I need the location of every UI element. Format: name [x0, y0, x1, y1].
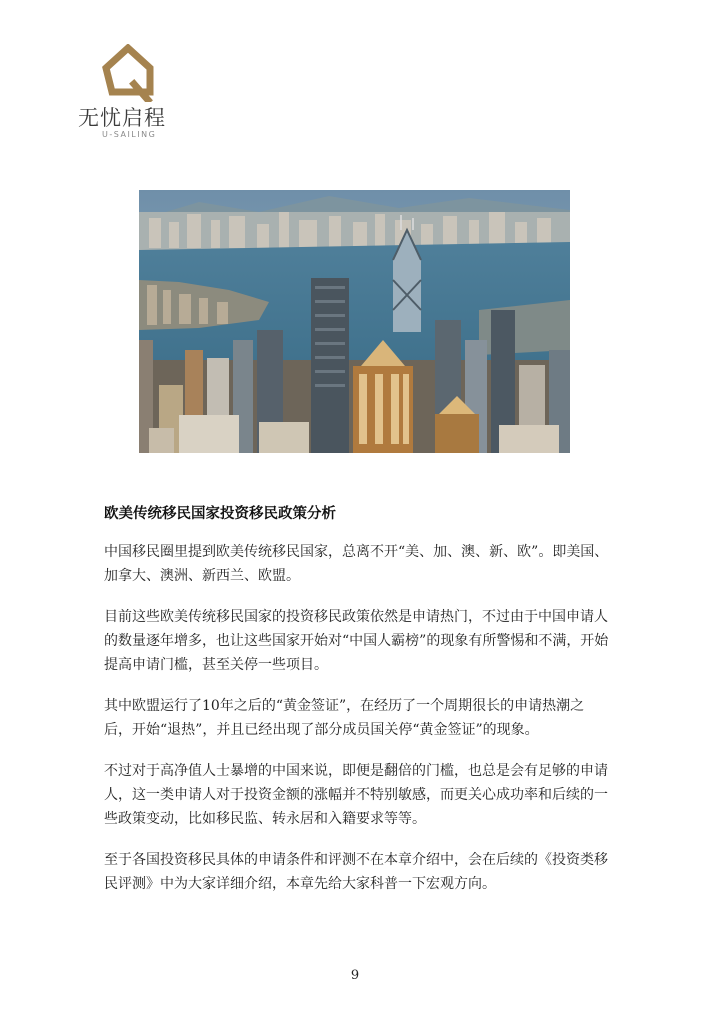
article-title: 欧美传统移民国家投资移民政策分析 [104, 506, 336, 522]
paragraph: 至于各国投资移民具体的申请条件和评测不在本章介绍中，会在后续的《投资类移民评测》中为大家详细介绍，本章先给大家科普一下宏观方向。 [104, 852, 608, 892]
city-skyline-photo [139, 190, 570, 453]
paragraph: 其中欧盟运行了10年之后的“黄金签证”，在经历了一个周期很长的申请热潮之后，开始“退热”，并且已经出现了部分成员国关停“黄金签证”的现象。 [104, 698, 585, 738]
house-q-logo-icon [100, 44, 156, 102]
paragraph: 中国移民圈里提到欧美传统移民国家，总离不开“美、加、澳、新、欧”。即美国、加拿大、澳洲、新西兰、欧盟。 [104, 544, 609, 584]
logo-name: 无忧启程 [78, 106, 166, 130]
paragraph: 不过对于高净值人士暴增的中国来说，即便是翻倍的门槛，也总是会有足够的申请人，这一类申请人对于投资金额的涨幅并不特别敏感，而更关心成功率和后续的一些政策变动，比如移民监、转永居和入籍要求等等。 [104, 763, 608, 827]
page-number: 9 [350, 968, 360, 983]
skyline-illustration [139, 190, 570, 453]
logo-subtitle: U-SAILING [102, 130, 157, 139]
company-logo [78, 44, 178, 142]
article-body [104, 540, 609, 913]
paragraph: 目前这些欧美传统移民国家的投资移民政策依然是申请热门，不过由于中国申请人的数量逐年增多，也让这些国家开始对“中国人霸榜”的现象有所警惕和不满，开始提高申请门槛，甚至关停一些项目。 [104, 609, 609, 673]
